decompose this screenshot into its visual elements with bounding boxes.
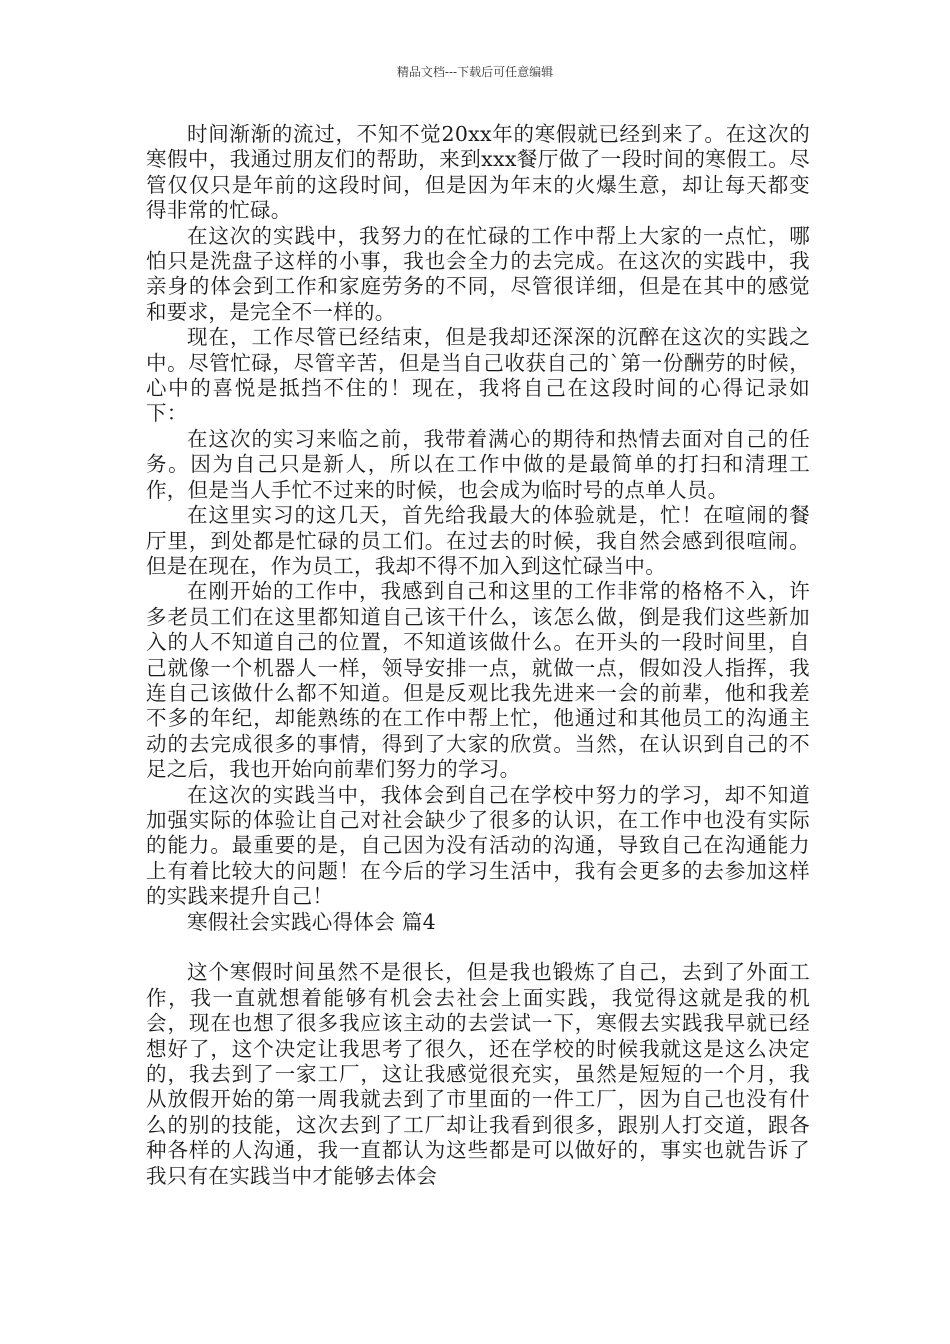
- paragraph: 在这次的实习来临之前，我带着满心的期待和热情去面对自己的任务。因为自己只是新人，所以在工作中做的是最简单的打扫和清理工作，但是当人手忙不过来的时候，也会成为临时号的点单人员。: [146, 426, 810, 502]
- paragraph: 现在，工作尽管已经结束，但是我却还深深的沉醉在这次的实践之中。尽管忙碌，尽管辛苦，但是当自己收获自己的`第一份酬劳的时候，心中的喜悦是抵挡不住的！现在，我将自己在这段时间的心得记录如下：: [146, 325, 810, 426]
- paragraph: 在这里实习的这几天，首先给我最大的体验就是，忙！在喧闹的餐厅里，到处都是忙碌的员工们。在过去的时候，我自然会感到很喧闹。但是在现在，作为员工，我却不得不加入到这忙碌当中。: [146, 503, 810, 578]
- section-title: 寒假社会实践心得体会 篇4: [187, 909, 436, 934]
- page-header: 精品文档---下载后可任意编辑: [396, 65, 554, 79]
- paragraph: 这个寒假时间虽然不是很长，但是我也锻炼了自己，去到了外面工作，我一直就想着能够有机会去社会上面实践，我觉得这就是我的机会，现在也想了很多我应该主动的去尝试一下，寒假去实践我早就已经想好了，这个决定让我思考了很久，还在学校的时候我就这是这么决定的，我去到了一家工厂，这让我感觉很充实，虽然是短短的一个月，我从放假开始的第一周我就去到了市里面的一件工厂，因为自己也没有什么的别的技能，这次去到了工厂却让我看到很多，跟别人打交道，跟各种各样的人沟通，我一直都认为这些都是可以做好的，事实也就告诉了我只有在实践当中才能够去体会: [146, 960, 810, 1188]
- paragraph: 在这次的实践中，我努力的在忙碌的工作中帮上大家的一点忙，哪怕只是洗盘子这样的小事，我也会全力的去完成。在这次的实践中，我亲身的体会到工作和家庭劳务的不同，尽管很详细，但是在其中的感觉和要求，是完全不一样的。: [146, 223, 810, 324]
- paragraph: 在这次的实践当中，我体会到自己在学校中努力的学习，却不知道加强实际的体验让自己对社会缺少了很多的认识，在工作中也没有实际的能力。最重要的是，自己因为没有活动的沟通，导致自己在沟通能力上有着比较大的问题！在今后的学习生活中，我有会更多的去参加这样的实践来提升自己！: [146, 782, 810, 909]
- document-body: [146, 122, 810, 1189]
- paragraph: 时间渐渐的流过，不知不觉20xx年的寒假就已经到来了。在这次的寒假中，我通过朋友们的帮助，来到xxx餐厅做了一段时间的寒假工。尽管仅仅只是年前的这段时间，但是因为年末的火爆生意，却让每天都变得非常的忙碌。: [146, 122, 810, 223]
- paragraph: 在刚开始的工作中，我感到自己和这里的工作非常的格格不入，许多老员工们在这里都知道自己该干什么，该怎么做，倒是我们这些新加入的人不知道自己的位置，不知道该做什么。在开头的一段时间里，自己就像一个机器人一样，领导安排一点，就做一点，假如没人指挥，我连自己该做什么都不知道。但是反观比我先进来一会的前辈，他和我差不多的年纪，却能熟练的在工作中帮上忙，他通过和其他员工的沟通主动的去完成很多的事情，得到了大家的欣赏。当然，在认识到自己的不足之后，我也开始向前辈们努力的学习。: [146, 579, 810, 782]
